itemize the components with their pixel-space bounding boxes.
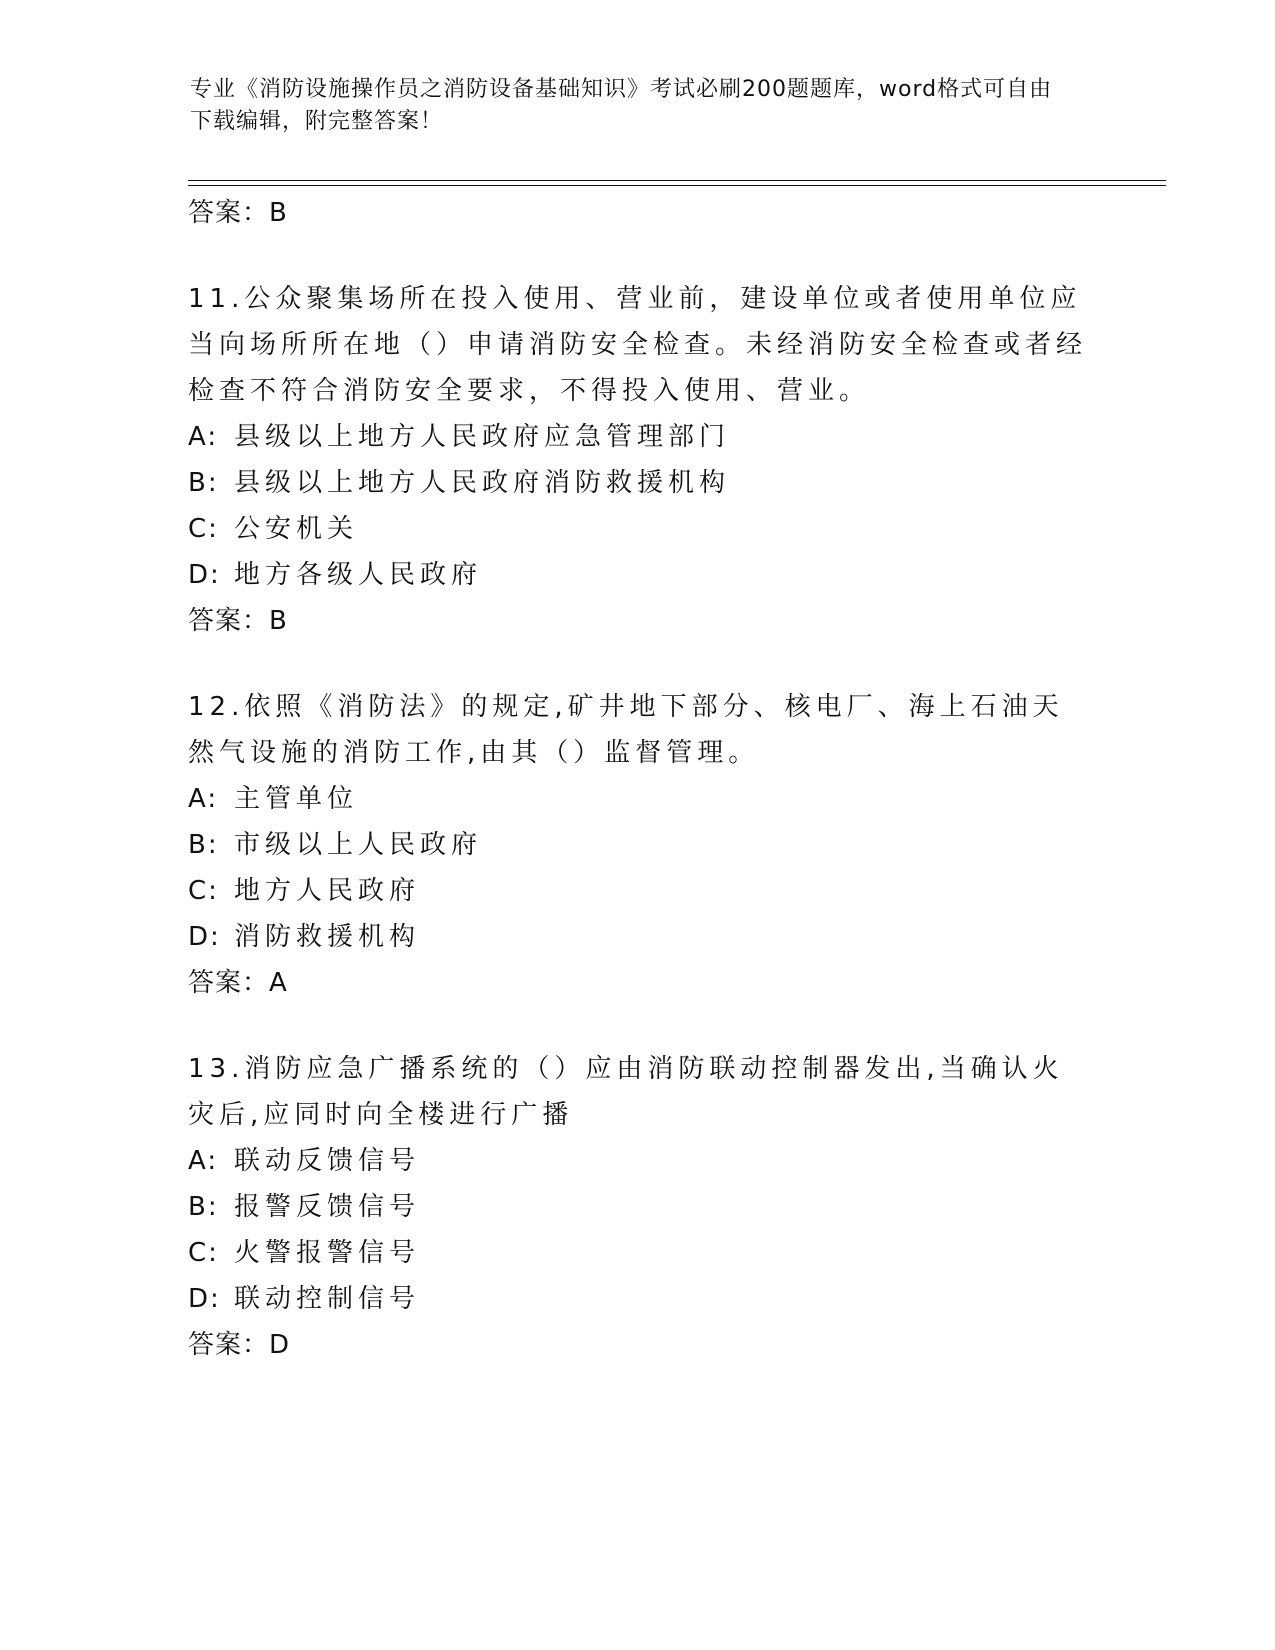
option-key: C: bbox=[188, 876, 219, 906]
option-key: C: bbox=[188, 1238, 219, 1268]
answer-line: 答案：A bbox=[188, 968, 288, 998]
option-key: B: bbox=[188, 830, 219, 860]
option-key: A: bbox=[188, 1146, 219, 1176]
option-text: 县级以上地方人民政府消防救援机构 bbox=[234, 468, 731, 498]
option-text: 联动反馈信号 bbox=[234, 1146, 421, 1176]
option-key: D: bbox=[188, 560, 221, 590]
option-key: D: bbox=[188, 922, 221, 952]
option-c bbox=[188, 1230, 1088, 1276]
option-a bbox=[188, 1138, 1088, 1184]
option-text: 主管单位 bbox=[234, 784, 359, 814]
question-list bbox=[188, 190, 1088, 1368]
question-block bbox=[188, 684, 1088, 1006]
option-text: 火警报警信号 bbox=[234, 1238, 421, 1268]
question-block bbox=[188, 1046, 1088, 1368]
question-stem: 11.公众聚集场所在投入使用、营业前，建设单位或者使用单位应当向场所所在地（）申请消防安全检查。未经消防安全检查或者经检查不符合消防安全要求，不得投入使用、营业。 bbox=[188, 284, 1088, 406]
option-b bbox=[188, 822, 1088, 868]
option-c bbox=[188, 506, 1088, 552]
option-d bbox=[188, 552, 1088, 598]
question-stem: 12.依照《消防法》的规定,矿井地下部分、核电厂、海上石油天然气设施的消防工作,由其（）监督管理。 bbox=[188, 692, 1064, 768]
option-b bbox=[188, 460, 1088, 506]
option-text: 报警反馈信号 bbox=[234, 1192, 421, 1222]
option-text: 地方各级人民政府 bbox=[234, 560, 483, 590]
option-d bbox=[188, 1276, 1088, 1322]
option-key: B: bbox=[188, 468, 219, 498]
header-divider-top bbox=[188, 180, 1166, 181]
option-text: 县级以上地方人民政府应急管理部门 bbox=[234, 422, 731, 452]
option-a bbox=[188, 414, 1088, 460]
option-d bbox=[188, 914, 1088, 960]
question-block bbox=[188, 276, 1088, 644]
option-b bbox=[188, 1184, 1088, 1230]
option-key: D: bbox=[188, 1284, 221, 1314]
header-divider-bottom bbox=[188, 185, 1166, 186]
answer-line: 答案：B bbox=[188, 606, 288, 636]
answer-line: 答案：B bbox=[188, 198, 288, 228]
option-c bbox=[188, 868, 1088, 914]
option-key: A: bbox=[188, 784, 219, 814]
option-text: 市级以上人民政府 bbox=[234, 830, 483, 860]
answer-line: 答案：D bbox=[188, 1330, 291, 1360]
option-key: B: bbox=[188, 1192, 219, 1222]
option-a bbox=[188, 776, 1088, 822]
page-header: 专业《消防设施操作员之消防设备基础知识》考试必刷200题题库，word格式可自由下载编辑，附完整答案！ bbox=[190, 77, 1053, 134]
option-text: 地方人民政府 bbox=[234, 876, 421, 906]
option-text: 消防救援机构 bbox=[234, 922, 421, 952]
option-key: A: bbox=[188, 422, 219, 452]
option-text: 公安机关 bbox=[234, 514, 359, 544]
option-text: 联动控制信号 bbox=[234, 1284, 421, 1314]
option-key: C: bbox=[188, 514, 219, 544]
question-stem: 13.消防应急广播系统的（）应由消防联动控制器发出,当确认火灾后,应同时向全楼进行广播 bbox=[188, 1054, 1064, 1130]
